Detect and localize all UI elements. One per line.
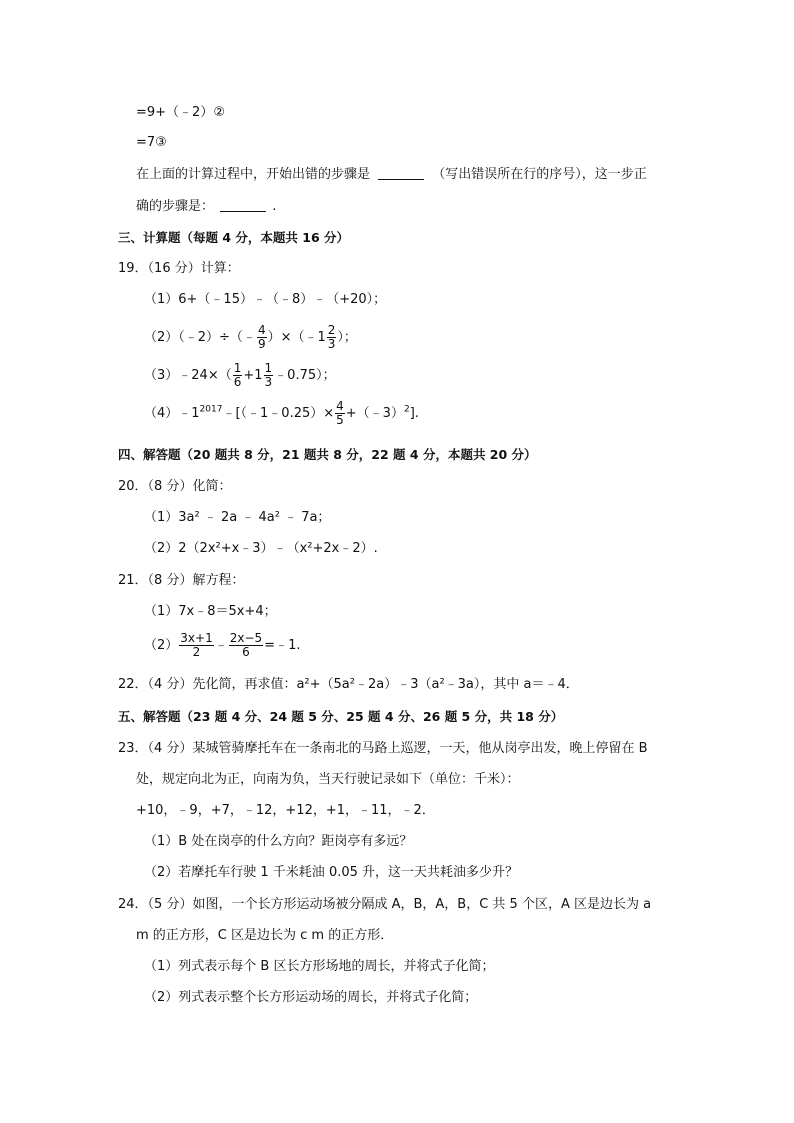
section-5-heading: 五、解答题（23 题 4 分、24 题 5 分、25 题 4 分、26 题 5 分，共 18 分） <box>118 709 564 724</box>
q19-part3-pre: （3）﹣24×（ <box>144 368 232 383</box>
q19-part4 <box>144 396 419 432</box>
denominator: 6 <box>233 375 242 389</box>
denominator: 3 <box>327 337 336 351</box>
numerator: 2x−5 <box>229 631 263 645</box>
numerator: 4 <box>257 323 266 337</box>
calc-step-2: =9+（﹣2）② <box>136 105 225 120</box>
fraction <box>257 324 267 351</box>
q23-part2: （2）若摩托车行驶 1 千米耗油 0.05 升，这一天共耗油多少升？ <box>144 865 519 880</box>
denominator: 9 <box>257 337 266 351</box>
q19-part3-mid: +1 <box>243 368 263 383</box>
exponent: 2017 <box>199 404 223 415</box>
error-question-line1 <box>136 166 647 184</box>
fraction <box>229 632 263 659</box>
q23-line2: 处，规定向北为正，向南为负，当天行驶记录如下（单位：千米）： <box>136 772 520 787</box>
q19-part4-pre: （4）﹣1 <box>144 406 200 421</box>
numerator: 2 <box>327 323 336 337</box>
q21-part2-pre: （2） <box>144 638 179 653</box>
q24-part1: （1）列式表示每个 B 区长方形场地的周长，并将式子化简； <box>144 959 495 974</box>
q19-part4-end: ]. <box>409 406 419 421</box>
denominator: 3 <box>264 375 273 389</box>
numerator: 1 <box>233 361 242 375</box>
fraction <box>179 632 213 659</box>
denominator: 2 <box>192 645 201 659</box>
fraction <box>327 324 337 351</box>
q21-part1: （1）7x﹣8＝5x+4； <box>144 604 277 619</box>
q22-text: 22．（4 分）先化简，再求值：a²+（5a²﹣2a）﹣3（a²﹣3a），其中 a＝﹣4． <box>118 677 579 692</box>
section-3-heading: 三、计算题（每题 4 分，本题共 16 分） <box>118 230 350 245</box>
q24-part2: （2）列式表示整个长方形运动场的周长，并将式子化简； <box>144 990 478 1005</box>
calc-step-3: =7③ <box>136 135 167 150</box>
q19-part2-post: ）； <box>337 330 357 345</box>
answer-blank-correct <box>220 198 266 212</box>
denominator: 6 <box>242 645 250 659</box>
q19-part2-mid: ）×（﹣1 <box>267 330 326 345</box>
period: . <box>272 199 277 214</box>
q23-record: +10，﹣9，+7，﹣12，+12，+1，﹣11，﹣2． <box>136 803 435 818</box>
q19-part4-mid: ﹣[（﹣1﹣0.25）× <box>222 406 335 421</box>
section-4-heading: 四、解答题（20 题共 8 分，21 题共 8 分，22 题 4 分，本题共 20 分） <box>118 447 537 462</box>
denominator: 5 <box>336 413 344 427</box>
q21-part2 <box>144 628 300 664</box>
q23-line1: 23．（4 分）某城管骑摩托车在一条南北的马路上巡逻，一天，他从岗亭出发，晚上停留在 B <box>118 741 648 756</box>
exponent: 2 <box>403 404 410 415</box>
correct-step-label: 确的步骤是： <box>136 199 215 214</box>
q19-heading: 19．（16 分）计算： <box>118 261 240 276</box>
error-question-text-a: 在上面的计算过程中，开始出错的步骤是 <box>136 167 371 182</box>
q23-part1: （1）B 处在岗亭的什么方向？距岗亭有多远？ <box>144 834 413 849</box>
answer-blank-step <box>378 166 424 180</box>
q20-part1: （1）3a² ﹣ 2a ﹣ 4a² ﹣ 7a； <box>144 510 331 525</box>
fraction <box>233 362 243 389</box>
q24-line1: 24．（5 分）如图，一个长方形运动场被分隔成 A，B，A，B，C 共 5 个区，A 区是边长为 a <box>118 897 652 912</box>
q21-heading: 21．（8 分）解方程： <box>118 573 245 588</box>
numerator: 3x+1 <box>180 631 213 645</box>
q19-part4-post: +（﹣3） <box>345 406 404 421</box>
q19-part2 <box>144 320 357 356</box>
numerator: 4 <box>336 399 344 413</box>
q24-line2: m 的正方形，C 区是边长为 c m 的正方形． <box>136 928 394 943</box>
q20-heading: 20．（8 分）化简： <box>118 479 232 494</box>
minus-sign: ﹣ <box>214 638 228 653</box>
fraction <box>335 400 345 427</box>
error-question-text-b: （写出错误所在行的序号），这一步正 <box>432 167 647 182</box>
q19-part1: （1）6+（﹣15）﹣（﹣8）﹣（+20）； <box>144 292 387 307</box>
q19-part2-pre: （2）（﹣2）÷（﹣ <box>144 330 256 345</box>
q20-part2: （2）2（2x²+x﹣3）﹣（x²+2x﹣2）. <box>144 541 378 556</box>
q19-part3-post: ﹣0.75）； <box>274 368 336 383</box>
fraction <box>264 362 274 389</box>
q21-part2-post: =﹣1. <box>264 638 301 653</box>
numerator: 1 <box>264 361 273 375</box>
error-question-line2 <box>136 198 276 216</box>
q19-part3 <box>144 358 336 394</box>
